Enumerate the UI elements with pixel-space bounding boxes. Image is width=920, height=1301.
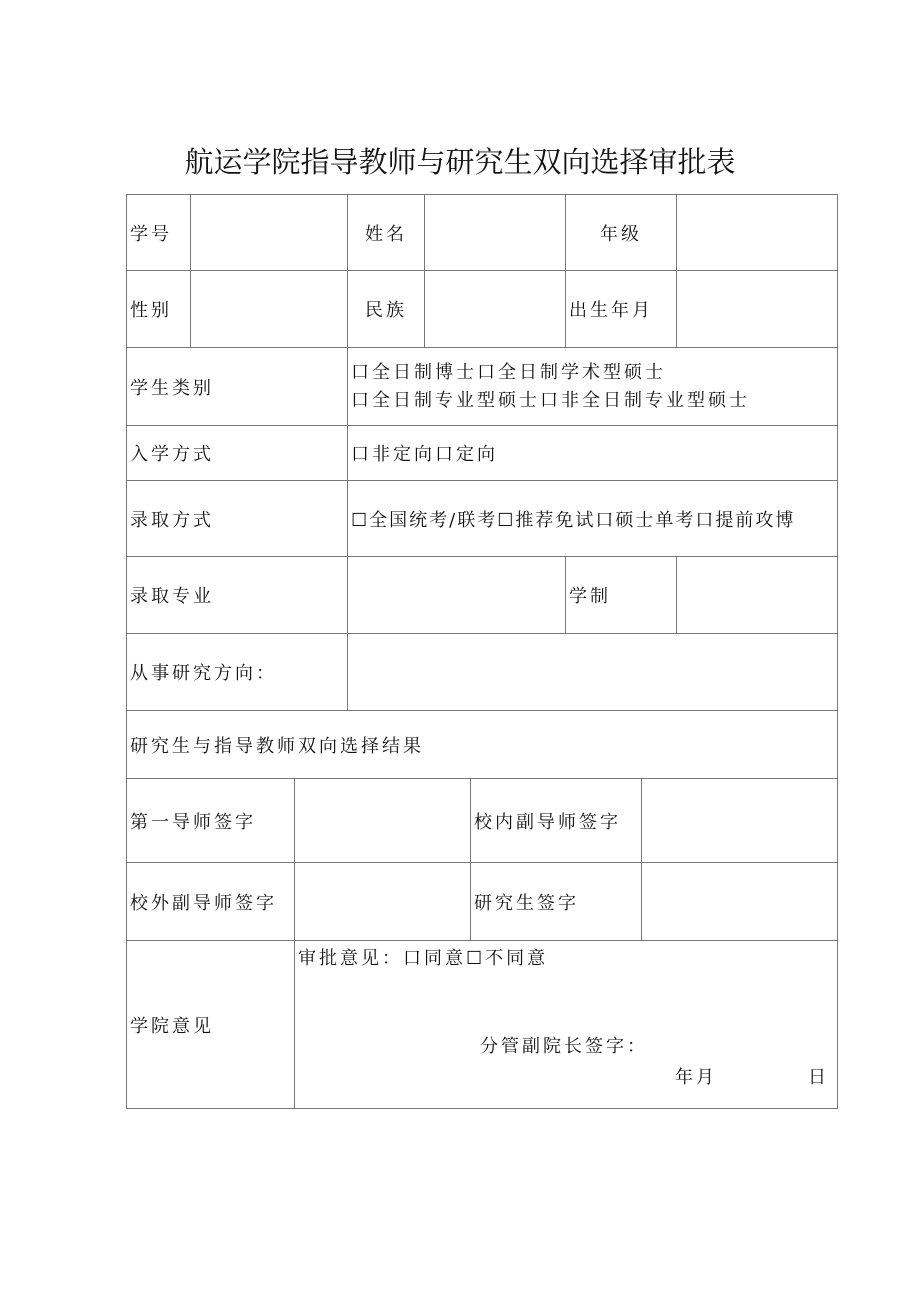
major-field[interactable]: [347, 556, 566, 634]
gender-field[interactable]: [190, 270, 348, 348]
category-line-2[interactable]: 口全日制专业型硕士口非全日制专业型硕士: [351, 389, 750, 411]
first-advisor-signature[interactable]: [294, 778, 471, 863]
approval-year-month: 年月: [675, 1067, 717, 1088]
label-duration: 学制: [565, 556, 677, 634]
grade-field[interactable]: [676, 194, 838, 271]
student-id-field[interactable]: [190, 194, 348, 271]
approval-day: 日: [808, 1067, 829, 1088]
label-ethnicity: 民族: [347, 270, 425, 348]
form-title: 航运学院指导教师与研究生双向选择审批表: [184, 145, 736, 179]
label-major: 录取专业: [126, 556, 348, 634]
category-line-1[interactable]: 口全日制博士口全日制学术型硕士: [351, 361, 666, 383]
label-grade: 年级: [565, 194, 677, 271]
label-result: 研究生与指导教师双向选择结果: [126, 710, 838, 779]
label-research: 从事研究方向：: [126, 633, 348, 711]
ethnicity-field[interactable]: [424, 270, 566, 348]
label-admission-mode: 录取方式: [126, 480, 348, 557]
approval-opinion[interactable]: 审批意见：口同意☐不同意: [298, 948, 549, 969]
label-outer-co-advisor: 校外副导师签字: [126, 862, 295, 941]
label-student-sign: 研究生签字: [470, 862, 642, 941]
student-signature[interactable]: [641, 862, 838, 941]
name-field[interactable]: [424, 194, 566, 271]
enroll-options[interactable]: 口非定向口定向: [347, 425, 838, 481]
approval-signer: 分管副院长签字：: [480, 1036, 648, 1057]
birth-field[interactable]: [676, 270, 838, 348]
admission-options[interactable]: ☐全国统考/联考☐推荐免试口硕士单考口提前攻博: [347, 480, 838, 557]
label-category: 学生类别: [126, 347, 348, 426]
research-field[interactable]: [347, 633, 838, 711]
inner-co-advisor-signature[interactable]: [641, 778, 838, 863]
label-first-advisor: 第一导师签字: [126, 778, 295, 863]
label-inner-co-advisor: 校内副导师签字: [470, 778, 642, 863]
label-birth: 出生年月: [565, 270, 677, 348]
label-enroll-mode: 入学方式: [126, 425, 348, 481]
label-name: 姓名: [347, 194, 425, 271]
label-college-opinion: 学院意见: [126, 940, 295, 1109]
outer-co-advisor-signature[interactable]: [294, 862, 471, 941]
label-student-id: 学号: [126, 194, 191, 271]
duration-field[interactable]: [676, 556, 838, 634]
category-options[interactable]: [347, 347, 838, 426]
label-gender: 性别: [126, 270, 191, 348]
